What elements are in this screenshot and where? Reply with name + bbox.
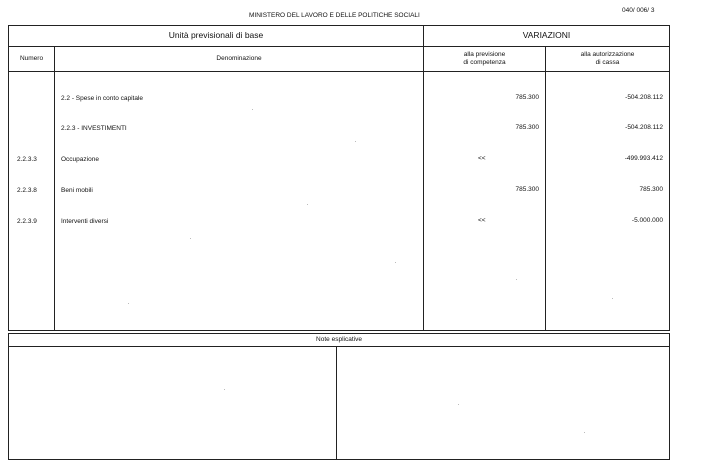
row-competenza: << — [478, 217, 486, 224]
col-header-previsione-line2: di competenza — [463, 59, 506, 66]
row-numero: 2.2.3.9 — [17, 218, 37, 225]
page-code: 040/ 006/ 3 — [622, 7, 655, 14]
scan-speck — [458, 404, 459, 405]
scan-speck — [252, 109, 253, 110]
scan-speck — [190, 238, 191, 239]
row-denominazione: Occupazione — [61, 156, 99, 163]
row-cassa: -504.208.112 — [625, 124, 663, 131]
row-competenza: 785.300 — [515, 124, 539, 131]
row-numero: 2.2.3.8 — [17, 187, 37, 194]
scan-speck — [355, 141, 356, 142]
row-denominazione: 2.2 - Spese in conto capitale — [61, 95, 144, 102]
ministry-title: MINISTERO DEL LAVORO E DELLE POLITICHE SOCIALI — [249, 12, 420, 19]
col-header-cassa-line2: di cassa — [595, 59, 620, 66]
header-variazioni: VARIAZIONI — [522, 30, 571, 40]
row-numero: 2.2.3.3 — [17, 156, 37, 163]
header-unita-previsionali: Unità previsionali di base — [168, 30, 264, 40]
row-cassa: -504.208.112 — [625, 94, 663, 101]
scan-speck — [584, 432, 585, 433]
row-competenza: 785.300 — [515, 186, 539, 193]
scan-speck — [612, 298, 613, 299]
row-competenza: << — [478, 155, 486, 162]
row-competenza: 785.300 — [515, 94, 539, 101]
col-header-previsione-line1: alla previsione — [463, 51, 506, 58]
scan-speck — [224, 389, 225, 390]
row-cassa: 785.300 — [639, 186, 663, 193]
scan-speck — [307, 204, 308, 205]
row-cassa: -499.993.412 — [624, 155, 663, 162]
row-denominazione: 2.2.3 - INVESTIMENTI — [61, 125, 127, 132]
notes-title: Note esplicative — [316, 336, 362, 343]
scan-speck — [395, 262, 396, 263]
scan-speck — [516, 279, 517, 280]
col-header-cassa-line1: alla autorizzazione — [580, 51, 635, 58]
col-header-denominazione: Denominazione — [216, 55, 262, 62]
row-denominazione: Beni mobili — [61, 187, 93, 194]
row-denominazione: Interventi diversi — [61, 218, 109, 225]
col-header-numero: Numero — [19, 55, 44, 62]
row-cassa: -5.000.000 — [631, 217, 663, 224]
scan-speck — [128, 303, 129, 304]
